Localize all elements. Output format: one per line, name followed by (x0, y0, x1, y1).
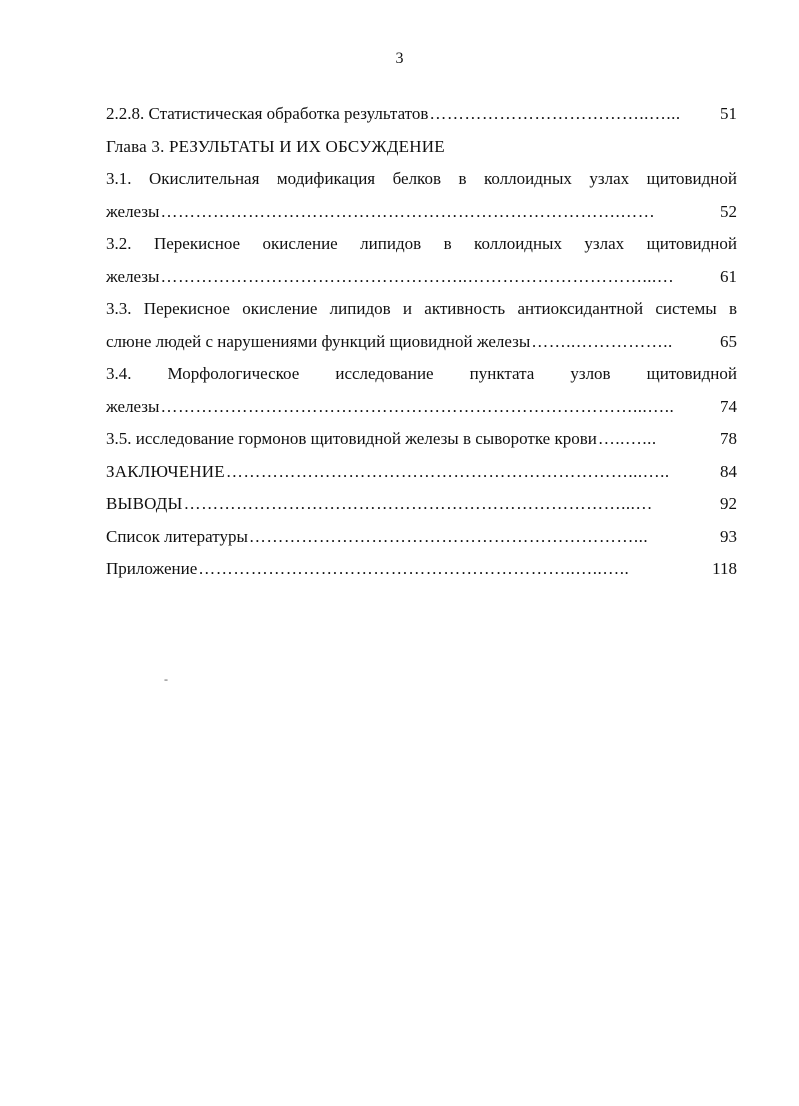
toc-page-ref: 78 (720, 429, 737, 448)
toc-entry-references (106, 521, 737, 554)
toc-entry-3-5 (106, 423, 737, 456)
toc-page-ref: 65 (720, 331, 737, 351)
toc-page-ref: 74 (720, 396, 737, 416)
toc-entry-title: Глава 3. РЕЗУЛЬТАТЫ И ИХ ОБСУЖДЕНИЕ (106, 136, 445, 156)
toc-entry-3-1 (106, 163, 737, 228)
toc-entry-title: Приложение (106, 559, 198, 578)
toc-entry-title: ЗАКЛЮЧЕНИЕ (106, 461, 225, 481)
toc-entry-conclusion (106, 456, 737, 489)
toc-entry-title-line1: 3.2. Перекисное окисление липидов в коллоидных узлах щитовидной (106, 234, 737, 253)
toc-leader-dots: ……………………………………………………………...….. (225, 461, 670, 481)
toc-leader-dots: …………………………………………………………………...… (183, 494, 653, 513)
toc-entry-title-line1: 3.1. Окислительная модификация белков в коллоидных узлах щитовидной (106, 169, 737, 188)
toc-page-ref: 118 (712, 559, 737, 578)
toc-entry-3-2 (106, 228, 737, 293)
toc-page-ref: 84 (720, 461, 737, 481)
toc-entry-title-line2: железы (106, 266, 160, 286)
toc-entry-title-line2: железы (106, 201, 160, 221)
toc-entry-chapter-3 (106, 131, 737, 164)
page-number: 3 (395, 50, 404, 67)
toc-entry-title: ВЫВОДЫ (106, 494, 183, 513)
scan-speck: - (164, 672, 168, 686)
toc-entry-3-4 (106, 358, 737, 423)
toc-leader-dots: …..…... (597, 429, 657, 448)
toc-page-ref: 61 (720, 266, 737, 286)
toc-entry-appendix (106, 553, 737, 586)
toc-page-ref: 93 (720, 526, 737, 546)
toc-entry-2-2-8 (106, 98, 737, 131)
toc-leader-dots: ………………………………………………………..…..….. (198, 559, 630, 578)
toc-leader-dots: ………………………………..…... (429, 104, 681, 123)
toc-leader-dots: ……..…………….. (531, 331, 673, 351)
toc-entry-title: 3.5. исследование гормонов щитовидной железы в сыворотке крови (106, 429, 597, 448)
toc-page-ref: 92 (720, 494, 737, 513)
toc-leader-dots: ……………………………………………..…………………………...… (160, 266, 675, 286)
toc-entry-title-line2: слюне людей с нарушениями функций щиовидной железы (106, 331, 531, 351)
toc-leader-dots: …………………………………………………………………….…… (160, 201, 656, 221)
toc-page-ref: 51 (720, 104, 737, 123)
toc-leader-dots: ………………………………………………………………………...….. (160, 396, 675, 416)
toc-page-ref: 52 (720, 201, 737, 221)
toc-entry-title-line2: железы (106, 396, 160, 416)
toc-entry-title-line1: 3.4. Морфологическое исследование пунктата узлов щитовидной (106, 364, 737, 383)
toc-entry-findings (106, 488, 737, 521)
toc-entry-3-3 (106, 293, 737, 358)
toc-entry-title: 2.2.8. Статистическая обработка результатов (106, 104, 429, 123)
toc-leader-dots: …………………………………………………………... (248, 526, 649, 546)
toc-entry-title-line1: 3.3. Перекисное окисление липидов и активность антиоксидантной системы в (106, 299, 737, 318)
table-of-contents (106, 98, 737, 586)
toc-entry-title: Список литературы (106, 526, 248, 546)
